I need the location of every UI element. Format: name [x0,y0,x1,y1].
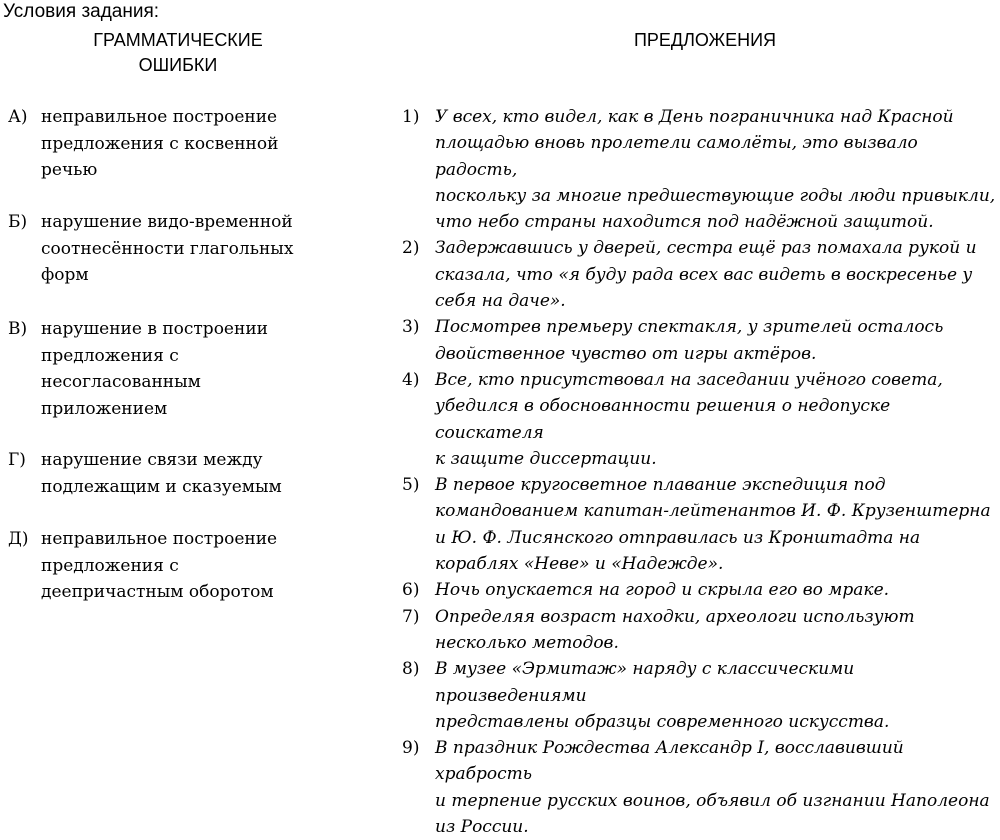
sentence-text: Посмотрев премьеру спектакля, у зрителей осталось двойственное чувство от игры актёров. [435,317,944,364]
error-letter: Г) [8,450,26,470]
sentence-number: 6) [402,580,420,601]
sentence-text: У всех, кто видел, как в День пограничника над Красной площадью вновь пролетели самолёты, это вызвало радость, поскольку за многие предшествующие годы люди привыкли, что небо страны находится под надёжной защитой. [435,107,996,233]
error-text: неправильное построение предложения с деепричастным оборотом [41,529,278,602]
sentence-number: 8) [402,659,420,680]
sentence-text: Определяя возраст находки, археологи используют несколько методов. [435,606,915,653]
sentence-item-7 [396,604,1000,657]
sentence-item-9 [396,735,1000,840]
sentence-item-6 [396,577,1000,603]
sentence-number: 9) [402,738,420,759]
error-item-v [0,316,330,422]
sentences-list [396,104,1000,840]
error-item-a [0,104,330,184]
sentence-number: 5) [402,475,420,496]
sentence-item-5 [396,472,1000,577]
error-text: неправильное построение предложения с косвенной речью [41,107,279,180]
sentences-column-header: ПРЕДЛОЖЕНИЯ [633,30,777,50]
error-letter: Д) [8,529,29,549]
sentence-text: В музее «Эрмитаж» наряду с классическими произведениями представлены образцы современного искусства. [435,659,890,732]
error-letter: В) [8,319,28,339]
sentence-item-4 [396,367,1000,472]
sentence-number: 1) [402,107,420,127]
error-item-b [0,209,330,289]
sentence-text: Все, кто присутствовал на заседании учёного совета, убедился в обоснованности решения о недопуске соискателя к защите диссертации. [435,369,943,469]
error-letter: Б) [8,212,28,232]
sentence-item-2 [396,235,1000,314]
sentence-number: 4) [402,369,420,390]
error-item-g [0,447,330,500]
error-text: нарушение видо-временной соотнесённости глагольных форм [41,212,294,285]
task-conditions-heading: Условия задания: [3,1,160,22]
sentence-number: 3) [402,317,420,338]
sentence-text: В праздник Рождества Александр I, восславивший храбрость и терпение русских воинов, объявил об изгнании Наполеона из России. [435,738,990,838]
error-text: нарушение в построении предложения с несогласованным приложением [41,319,268,419]
error-letter: А) [8,107,28,127]
sentence-number: 2) [402,238,420,259]
sentence-text: Задержавшись у дверей, сестра ещё раз помахала рукой и сказала, что «я буду рада всех вас видеть в воскресенье у себя на даче». [435,238,977,312]
error-text: нарушение связи между подлежащим и сказуемым [41,450,282,497]
sentence-item-3 [396,314,1000,367]
sentence-text: В первое кругосветное плавание экспедиция под командованием капитан-лейтенантов И. Ф. Крузенштерна и Ю. Ф. Лисянского отправилась из Кронштадта на кораблях «Неве» и «Надежде». [435,475,991,575]
sentence-item-1 [396,104,1000,235]
sentence-number: 7) [402,606,420,627]
sentence-text: Ночь опускается на город и скрыла его во мраке. [435,580,890,601]
error-item-d [0,526,330,606]
grammar-errors-column-header: ГРАММАТИЧЕСКИЕ ОШИБКИ [93,30,263,75]
sentence-item-8 [396,656,1000,735]
